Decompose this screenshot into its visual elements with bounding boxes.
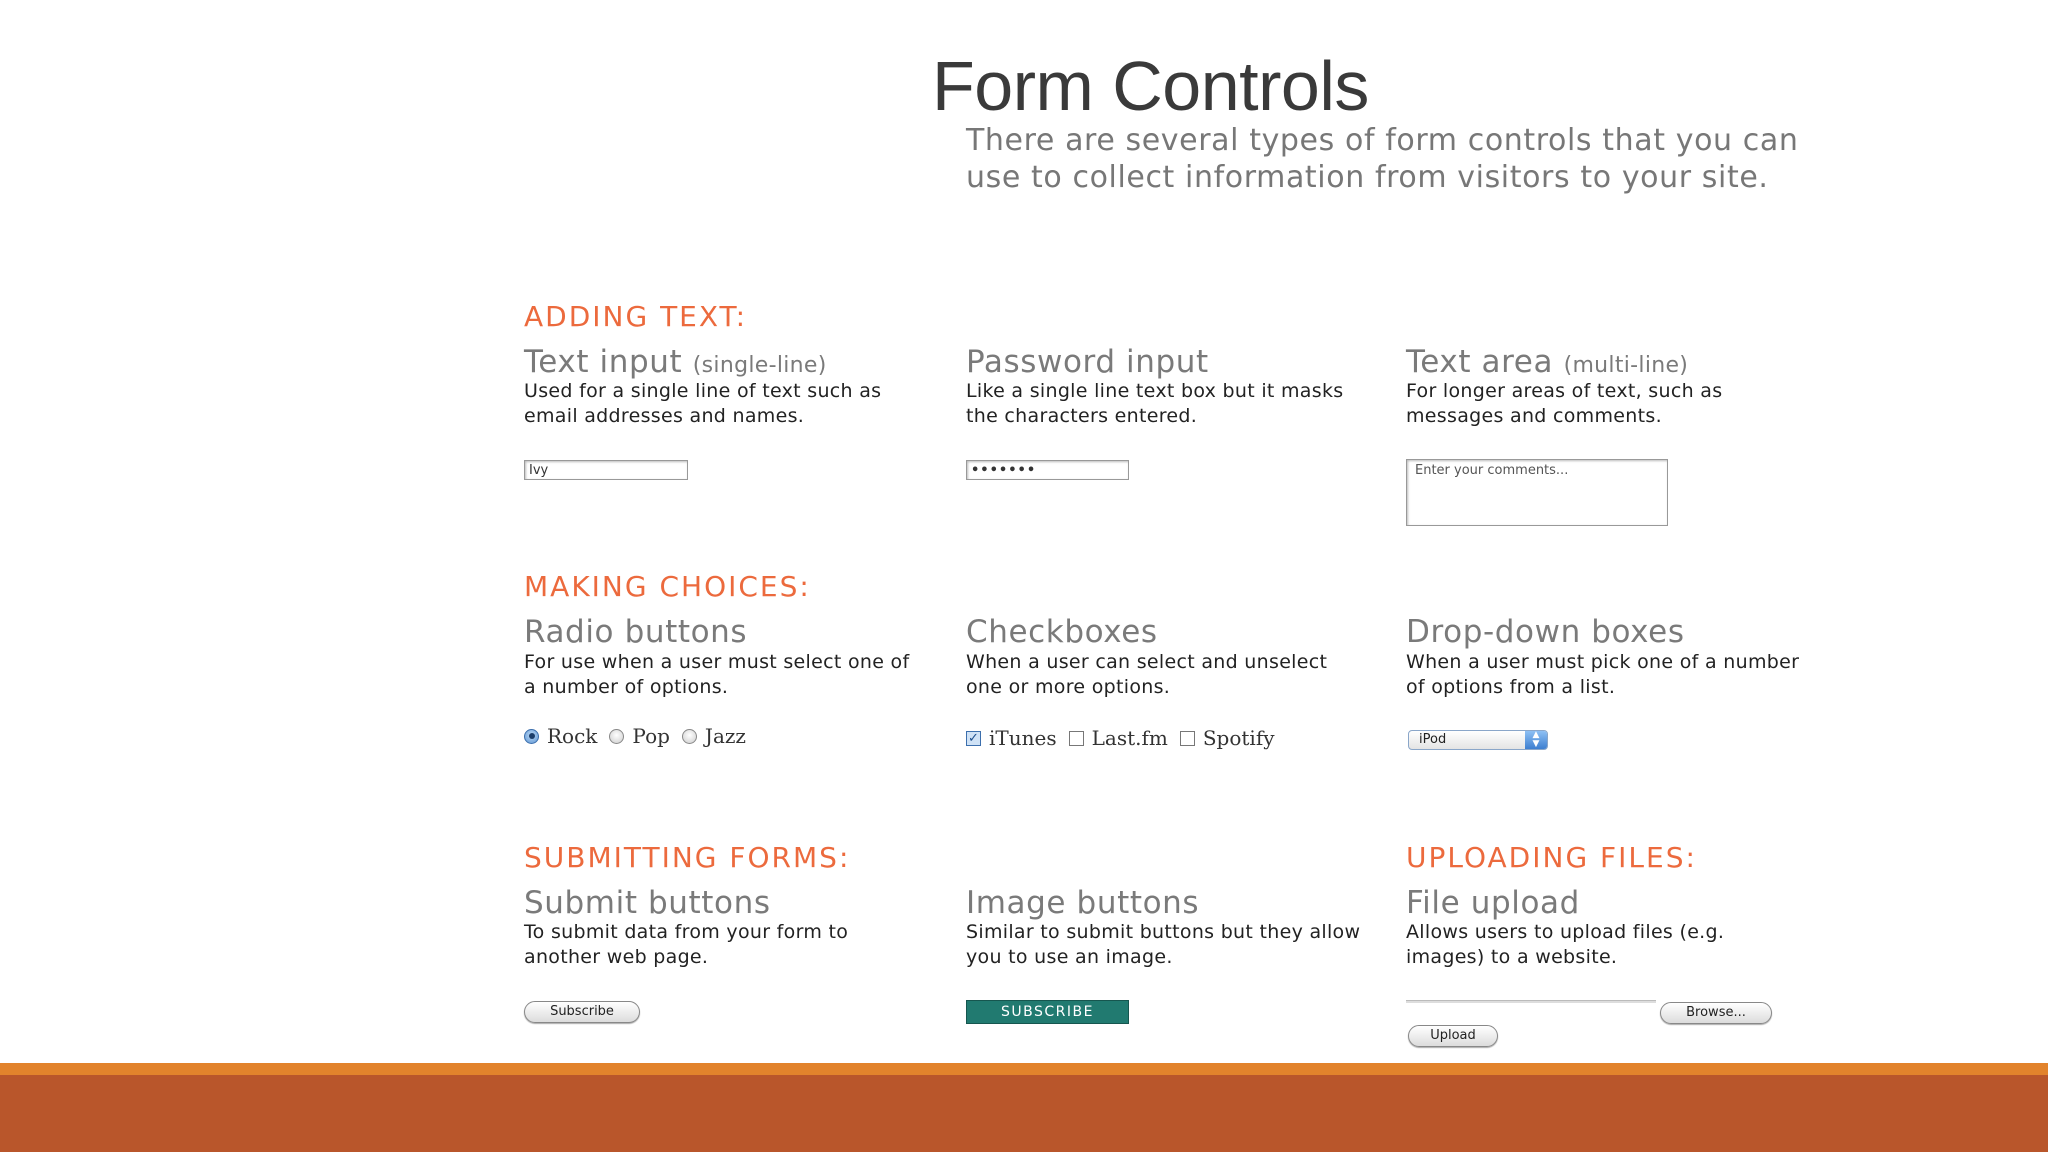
dropdown-arrows-icon: ▲ ▼	[1525, 731, 1547, 749]
section-heading-adding-text: ADDING TEXT:	[524, 300, 748, 333]
checkbox-spotify-label: Spotify	[1202, 726, 1275, 750]
password-input-title: Password input	[966, 344, 1209, 380]
browse-button[interactable]: Browse...	[1660, 1002, 1772, 1024]
submit-buttons-title: Submit buttons	[524, 885, 771, 921]
text-area-desc: For longer areas of text, such as messages and comments.	[1406, 380, 1723, 427]
checkbox-lastfm-label: Last.fm	[1091, 726, 1168, 750]
checkbox-itunes[interactable]: ✓	[966, 731, 981, 746]
dropdown-example[interactable]	[1408, 730, 1548, 750]
image-button-example[interactable]: SUBSCRIBE	[966, 1000, 1129, 1024]
text-input-title	[524, 344, 827, 380]
image-buttons-desc: Similar to submit buttons but they allow you to use an image.	[966, 921, 1361, 968]
file-path-field[interactable]	[1406, 1000, 1656, 1003]
text-input-desc: Used for a single line of text such as email addresses and names.	[524, 380, 882, 427]
radio-group-example	[524, 724, 758, 748]
section-heading-submitting-forms: SUBMITTING FORMS:	[524, 841, 851, 874]
radio-jazz[interactable]	[682, 729, 697, 744]
dropdown-title: Drop-down boxes	[1406, 614, 1685, 650]
file-upload-title: File upload	[1406, 885, 1580, 921]
text-area-example[interactable]: Enter your comments...	[1406, 459, 1668, 526]
footer-accent-bar	[0, 1063, 2048, 1075]
radio-buttons-desc: For use when a user must select one of a number of options.	[524, 651, 910, 698]
checkboxes-title: Checkboxes	[966, 614, 1158, 650]
section-heading-making-choices: MAKING CHOICES:	[524, 570, 811, 603]
checkbox-itunes-label: iTunes	[989, 726, 1057, 750]
radio-pop-label: Pop	[632, 724, 670, 748]
checkbox-spotify[interactable]	[1180, 731, 1195, 746]
text-input-subtitle: (single-line)	[692, 353, 827, 378]
radio-rock[interactable]	[524, 729, 539, 744]
slide-title: Form Controls	[932, 47, 1369, 125]
footer-bar	[0, 1075, 2048, 1152]
checkbox-lastfm[interactable]	[1069, 731, 1084, 746]
dropdown-desc: When a user must pick one of a number of options from a list.	[1406, 651, 1800, 698]
dropdown-selected-value: iPod	[1419, 732, 1447, 747]
checkboxes-desc: When a user can select and unselect one or more options.	[966, 651, 1328, 698]
radio-jazz-label: Jazz	[704, 724, 746, 748]
text-area-title-main: Text area	[1406, 344, 1554, 380]
text-input-example[interactable]: Ivy	[524, 460, 688, 480]
radio-pop[interactable]	[609, 729, 624, 744]
text-input-title-main: Text input	[524, 344, 683, 380]
radio-buttons-title: Radio buttons	[524, 614, 748, 650]
password-input-desc: Like a single line text box but it masks the characters entered.	[966, 380, 1344, 427]
text-area-subtitle: (multi-line)	[1563, 353, 1689, 378]
file-upload-desc: Allows users to upload files (e.g. images) to a website.	[1406, 921, 1725, 968]
radio-rock-label: Rock	[547, 724, 598, 748]
intro-text: There are several types of form controls that you can use to collect information from visitors to your site.	[966, 123, 1799, 195]
password-input-example[interactable]: •••••••	[966, 460, 1129, 480]
subscribe-button-example[interactable]: Subscribe	[524, 1001, 640, 1023]
text-area-title	[1406, 344, 1688, 380]
upload-button[interactable]: Upload	[1408, 1025, 1498, 1047]
checkbox-group-example	[966, 726, 1287, 750]
submit-buttons-desc: To submit data from your form to another web page.	[524, 921, 849, 968]
image-buttons-title: Image buttons	[966, 885, 1200, 921]
section-heading-uploading-files: UPLOADING FILES:	[1406, 841, 1697, 874]
